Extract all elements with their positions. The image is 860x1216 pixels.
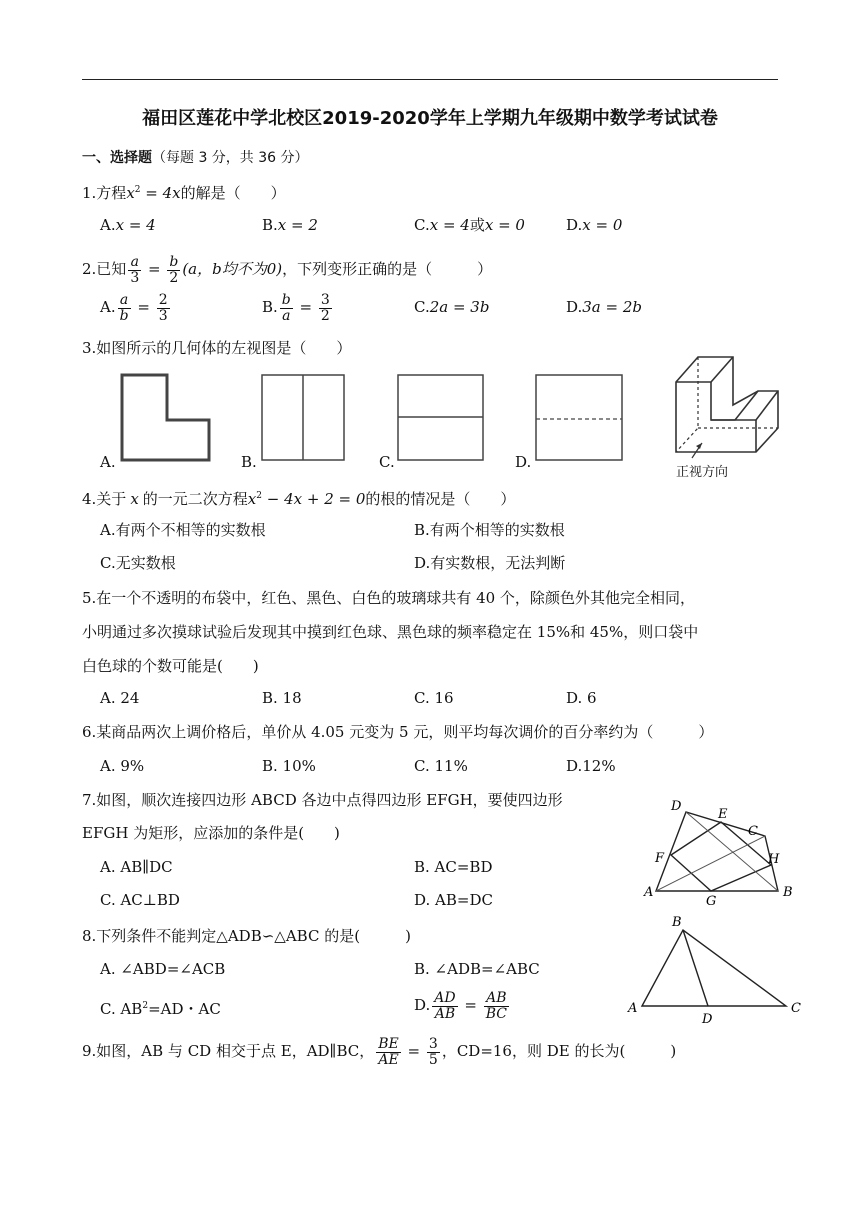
question-2: 2.已知 $\frac{a}{3}$ = $\frac{b}{2}$ (a，b均不为0)，下列变形正确的是（ ） xyxy=(82,253,493,286)
q6-option-a[interactable]: A. 9% xyxy=(100,757,145,775)
q8-option-a[interactable]: A. ∠ABD=∠ACB xyxy=(100,960,226,978)
q7-label-e: E xyxy=(718,807,728,822)
q2-option-b[interactable]: B. $\frac{b}{a}$ = $\frac{3}{2}$ xyxy=(262,291,330,324)
q8-label-c: C xyxy=(791,1001,801,1016)
q7-label-c: C xyxy=(748,824,758,839)
q5-option-a[interactable]: A. 24 xyxy=(100,689,140,707)
question-8: 8.下列条件不能判定△ADB∽△ABC 的是( ) xyxy=(82,927,411,945)
section-label: 一、选择题 xyxy=(82,150,152,166)
q4-option-d[interactable]: D.有实数根，无法判断 xyxy=(414,554,566,572)
q7-label-h: H xyxy=(768,852,780,867)
q3-option-a-label[interactable]: A. xyxy=(100,453,116,471)
q2-option-d[interactable]: D.3a = 2b xyxy=(566,298,643,316)
q8-label-b: B xyxy=(672,915,682,930)
question-9: 9.如图，AB 与 CD 相交于点 E，AD∥BC， $\frac{BE}{AE}$ = $\frac{3}{5}$ ，CD=16，则 DE 的长为( ) xyxy=(82,1035,677,1068)
q1-exp: 2 xyxy=(134,185,141,195)
q6-option-d[interactable]: D.12% xyxy=(566,757,616,775)
q2-option-c[interactable]: C.2a = 3b xyxy=(414,298,490,316)
q7-label-f: F xyxy=(655,851,665,866)
q8-option-d[interactable]: D. $\frac{AD}{AB}$ = $\frac{AB}{BC}$ xyxy=(414,989,507,1022)
q1-rhs: = 4x xyxy=(140,184,181,202)
question-5-line-2: 小明通过多次摸球试验后发现其中摸到红色球、黑色球的频率稳定在 15%和 45%，则口袋中 xyxy=(82,623,699,641)
q3-option-b-label[interactable]: B. xyxy=(241,453,257,471)
q8-label-d: D xyxy=(702,1012,713,1027)
q7-label-a: A xyxy=(644,885,654,900)
q7-option-b[interactable]: B. AC=BD xyxy=(414,858,493,876)
section-note: （每题 3 分，共 36 分） xyxy=(152,150,309,166)
q4-option-b[interactable]: B.有两个相等的实数根 xyxy=(414,521,565,539)
question-5-line-1: 5.在一个不透明的布袋中，红色、黑色、白色的玻璃球共有 40 个，除颜色外其他完全相同， xyxy=(82,589,695,607)
q7-option-c[interactable]: C. AC⊥BD xyxy=(100,891,180,909)
q5-option-c[interactable]: C. 16 xyxy=(414,689,454,707)
question-7-line-2: EFGH 为矩形，应添加的条件是( ) xyxy=(82,824,340,842)
q3-figure-caption: 正视方向 xyxy=(676,465,729,480)
q7-option-a[interactable]: A. AB∥DC xyxy=(100,858,173,876)
q8-option-c[interactable]: C. $AB^2=AD$・AC xyxy=(100,1000,221,1018)
q3-option-d-label[interactable]: D. xyxy=(515,453,532,471)
question-4: 4.关于 x 的一元二次方程$x^2 - 4x + 2 = 0$的根的情况是（ ） xyxy=(82,490,516,508)
q1-option-a[interactable]: A.x = 4 xyxy=(100,216,156,234)
q5-option-b[interactable]: B. 18 xyxy=(262,689,302,707)
q1-var: x xyxy=(126,184,135,202)
q6-option-c[interactable]: C. 11% xyxy=(414,757,468,775)
q5-option-d[interactable]: D. 6 xyxy=(566,689,597,707)
q7-label-b: B xyxy=(783,885,793,900)
q6-option-b[interactable]: B. 10% xyxy=(262,757,316,775)
q3-option-c-label[interactable]: C. xyxy=(379,453,395,471)
q8-option-b[interactable]: B. ∠ADB=∠ABC xyxy=(414,960,540,978)
q7-label-d: D xyxy=(671,799,682,814)
q7-label-g: G xyxy=(706,894,717,909)
q4-option-c[interactable]: C.无实数根 xyxy=(100,554,176,572)
q2-frac-b2: $\frac{b}{2}$ xyxy=(169,253,179,286)
question-6: 6.某商品两次上调价格后，单价从 4.05 元变为 5 元，则平均每次调价的百分率约为（ ） xyxy=(82,723,714,741)
q1-option-c[interactable]: C.x = 4或x = 0 xyxy=(414,216,525,234)
q1-option-b[interactable]: B.x = 2 xyxy=(262,216,318,234)
q8-label-a: A xyxy=(628,1001,638,1016)
q1-option-d[interactable]: D.x = 0 xyxy=(566,216,623,234)
q1-stem-pre: 1.方程 xyxy=(82,184,127,202)
q7-option-d[interactable]: D. AB=DC xyxy=(414,891,493,909)
q2-option-a[interactable]: A. $\frac{a}{b}$ = $\frac{2}{3}$ xyxy=(100,291,168,324)
question-3: 3.如图所示的几何体的左视图是（ ） xyxy=(82,339,352,357)
page-title: 福田区莲花中学北校区2019-2020学年上学期九年级期中数学考试试卷 xyxy=(142,108,718,129)
question-7-line-1: 7.如图，顺次连接四边形 ABCD 各边中点得四边形 EFGH，要使四边形 xyxy=(82,791,563,809)
q4-option-a[interactable]: A.有两个不相等的实数根 xyxy=(100,521,266,539)
q2-frac-a3: $\frac{a}{3}$ xyxy=(130,253,140,286)
q1-stem-post: 的解是（ ） xyxy=(180,184,286,202)
question-5-line-3: 白色球的个数可能是( ) xyxy=(82,657,259,675)
